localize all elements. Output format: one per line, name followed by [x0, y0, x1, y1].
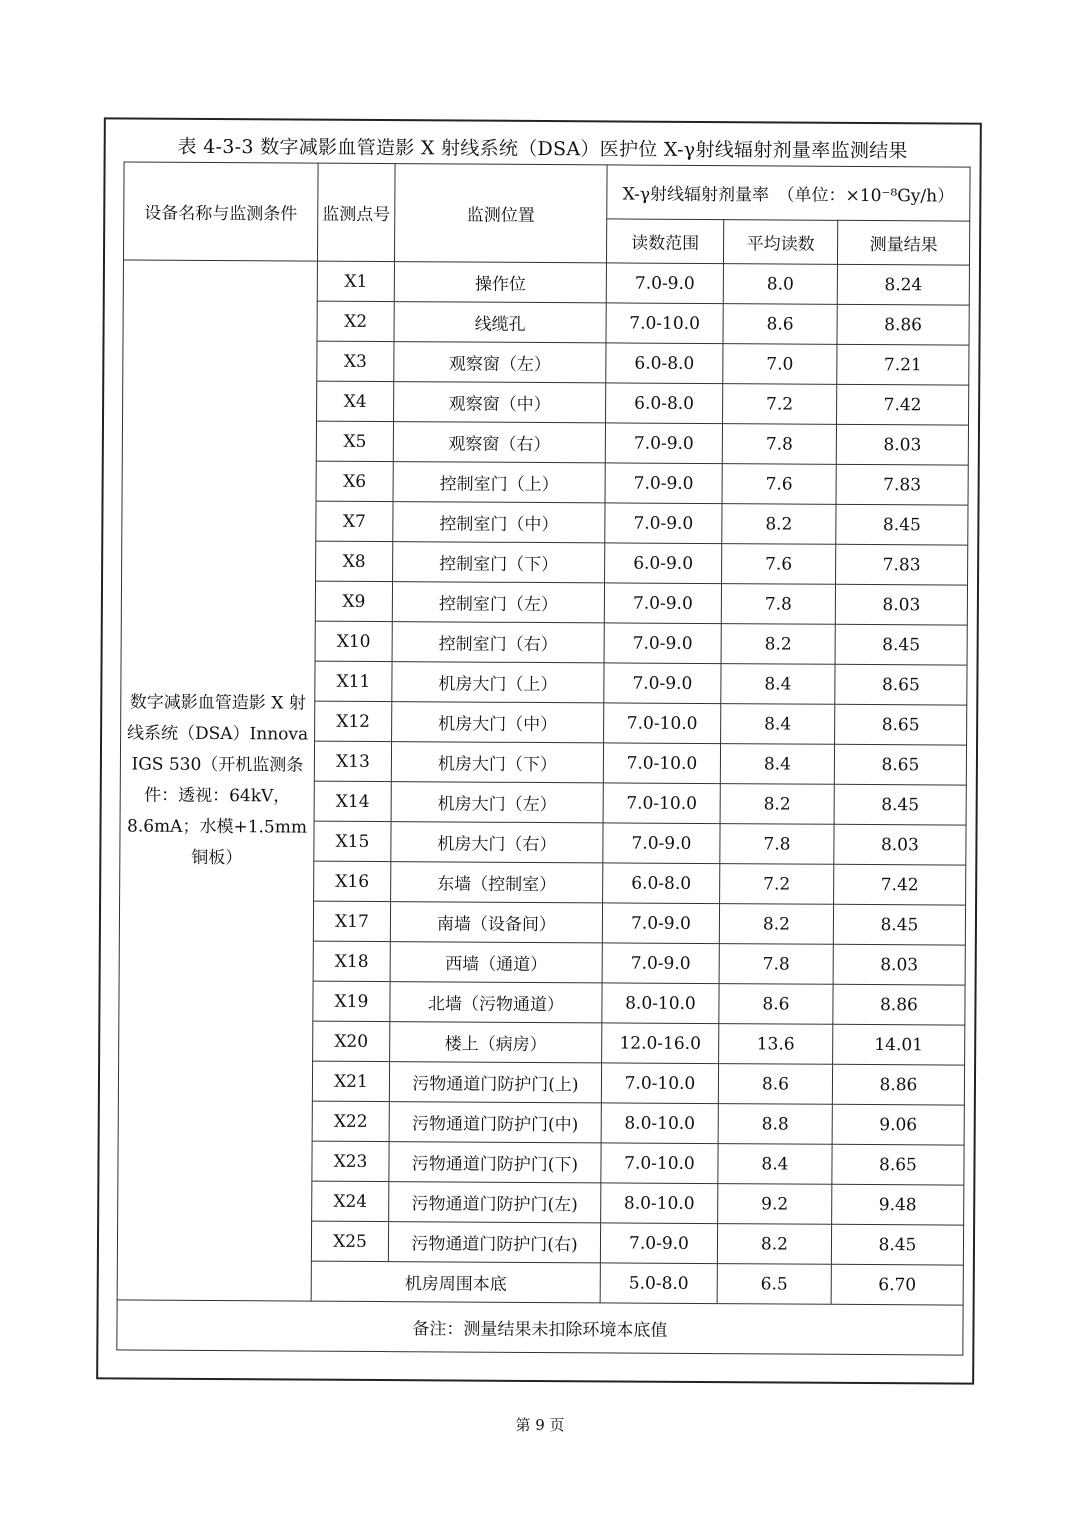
point-id: X19: [313, 981, 390, 1021]
range-cell: 7.0-9.0: [602, 943, 719, 984]
position-cell: 机房大门（下）: [391, 742, 603, 783]
position-cell: 观察窗（左）: [394, 342, 606, 383]
result-cell: 7.42: [837, 384, 969, 425]
range-cell: 6.0-8.0: [606, 383, 723, 424]
result-cell: 7.83: [836, 464, 968, 505]
header-range: 读数范围: [606, 219, 723, 264]
range-cell: 8.0-10.0: [602, 983, 719, 1024]
result-cell: 9.06: [832, 1104, 964, 1145]
avg-cell: 8.4: [720, 744, 834, 785]
range-cell: 7.0-9.0: [603, 823, 720, 864]
range-cell: 7.0-10.0: [601, 1063, 718, 1104]
range-cell: 8.0-10.0: [601, 1103, 718, 1144]
result-cell: 8.03: [833, 944, 965, 985]
point-id: X11: [315, 661, 392, 701]
avg-cell: 13.6: [719, 1024, 833, 1065]
point-id: X21: [312, 1061, 389, 1101]
result-cell: 8.86: [833, 984, 965, 1025]
position-cell: 控制室门（下）: [393, 542, 605, 583]
range-cell: 7.0-10.0: [604, 703, 721, 744]
position-cell: 污物通道门防护门(右): [388, 1222, 600, 1263]
result-cell: 8.03: [836, 424, 968, 465]
avg-cell: 7.6: [722, 544, 836, 585]
avg-cell: 7.8: [722, 424, 836, 465]
point-id: X2: [317, 301, 394, 341]
range-cell: 12.0-16.0: [602, 1023, 719, 1064]
position-cell: 观察窗（右）: [393, 422, 605, 463]
avg-cell: 8.6: [719, 984, 833, 1025]
point-id: X22: [312, 1101, 389, 1141]
header-point: 监测点号: [317, 163, 395, 261]
header-dose-rate: X-γ射线辐射剂量率 （单位：×10⁻⁸Gy/h）: [607, 165, 970, 221]
table-row: [123, 260, 969, 305]
position-cell: 污物通道门防护门(上): [389, 1062, 601, 1103]
avg-cell: 7.0: [723, 344, 837, 385]
range-cell: 7.0-9.0: [604, 623, 721, 664]
result-cell: 7.42: [834, 864, 966, 905]
point-id: X16: [314, 861, 391, 901]
avg-cell: 7.2: [720, 864, 834, 905]
range-cell: 7.0-9.0: [605, 463, 722, 504]
position-cell: 南墙（设备间）: [390, 902, 602, 943]
point-id: X6: [316, 461, 393, 501]
avg-cell: 7.8: [721, 584, 835, 625]
point-id: X15: [314, 821, 391, 861]
result-cell: 8.24: [837, 264, 969, 305]
avg-cell: 8.4: [721, 664, 835, 705]
point-id: X25: [311, 1221, 388, 1261]
table-caption: 表 4-3-3 数字减影血管造影 X 射线系统（DSA）医护位 X-γ射线辐射剂量率监测结果: [177, 135, 908, 163]
point-id: X5: [316, 421, 393, 461]
position-cell: 控制室门（右）: [392, 622, 604, 663]
range-cell: 7.0-9.0: [604, 663, 721, 704]
avg-cell: 7.2: [723, 384, 837, 425]
position-cell: 观察窗（中）: [394, 382, 606, 423]
result-cell: 8.45: [836, 504, 968, 545]
avg-cell: 8.4: [721, 704, 835, 745]
point-id: X18: [313, 941, 390, 981]
point-id: X20: [313, 1021, 390, 1061]
position-cell: 操作位: [394, 262, 606, 303]
avg-cell: 8.2: [721, 624, 835, 665]
avg-cell: 8.2: [717, 1224, 831, 1265]
point-id: X14: [314, 781, 391, 821]
position-cell: 东墙（控制室）: [391, 862, 603, 903]
result-cell: 8.65: [835, 664, 967, 705]
range-cell: 7.0-9.0: [606, 263, 723, 304]
avg-cell: 8.6: [723, 304, 837, 345]
point-id: X9: [315, 581, 392, 621]
avg-cell: 8.2: [719, 904, 833, 945]
header-device: 设备名称与监测条件: [123, 162, 318, 261]
position-cell: 控制室门（上）: [393, 462, 605, 503]
range-cell: 7.0-9.0: [600, 1223, 717, 1264]
result-cell: 8.86: [837, 304, 969, 345]
point-id: X4: [317, 381, 394, 421]
result-cell: 8.65: [832, 1144, 964, 1185]
position-cell: 线缆孔: [394, 302, 606, 343]
avg-cell: 8.6: [718, 1064, 832, 1105]
point-id: X13: [314, 741, 391, 781]
result-cell: 8.03: [835, 584, 967, 625]
avg-cell: 7.6: [722, 464, 836, 505]
table-note: 备注：测量结果未扣除环境本底值: [117, 1300, 963, 1355]
avg-cell: 8.4: [718, 1144, 832, 1185]
result-cell: 14.01: [833, 1024, 965, 1065]
position-cell: 机房大门（上）: [392, 662, 604, 703]
background-result: 6.70: [831, 1264, 963, 1305]
point-id: X23: [312, 1141, 389, 1181]
range-cell: 8.0-10.0: [601, 1183, 718, 1224]
result-cell: 8.65: [834, 744, 966, 785]
range-cell: 7.0-9.0: [605, 423, 722, 464]
position-cell: 北墙（污物通道）: [390, 982, 602, 1023]
position-cell: 污物通道门防护门(下): [389, 1142, 601, 1183]
position-cell: 控制室门（左）: [392, 582, 604, 623]
result-cell: 8.03: [834, 824, 966, 865]
result-cell: 9.48: [832, 1184, 964, 1225]
point-id: X10: [315, 621, 392, 661]
avg-cell: 7.8: [719, 944, 833, 985]
point-id: X1: [317, 261, 394, 301]
result-cell: 7.21: [837, 344, 969, 385]
point-id: X17: [313, 901, 390, 941]
header-position: 监测位置: [394, 164, 607, 263]
position-cell: 楼上（病房）: [390, 1022, 602, 1063]
range-cell: 7.0-9.0: [605, 503, 722, 544]
result-cell: 8.45: [834, 784, 966, 825]
range-cell: 7.0-10.0: [601, 1143, 718, 1184]
range-cell: 7.0-10.0: [603, 743, 720, 784]
header-result: 测量结果: [837, 220, 969, 265]
range-cell: 7.0-9.0: [602, 903, 719, 944]
background-label: 机房周围本底: [311, 1261, 600, 1303]
background-avg: 6.5: [717, 1264, 831, 1305]
avg-cell: 8.2: [722, 504, 836, 545]
point-id: X24: [312, 1181, 389, 1221]
range-cell: 7.0-10.0: [606, 303, 723, 344]
position-cell: 机房大门（右）: [391, 822, 603, 863]
header-avg: 平均读数: [723, 220, 837, 265]
page-number: 第 9 页: [515, 1416, 565, 1434]
range-cell: 7.0-9.0: [604, 583, 721, 624]
point-id: X3: [317, 341, 394, 381]
range-cell: 6.0-8.0: [606, 343, 723, 384]
background-range: 5.0-8.0: [600, 1263, 717, 1304]
result-cell: 8.45: [831, 1224, 963, 1265]
avg-cell: 9.2: [718, 1184, 832, 1225]
avg-cell: 8.0: [723, 264, 837, 305]
result-cell: 8.86: [832, 1064, 964, 1105]
point-id: X8: [316, 541, 393, 581]
range-cell: 6.0-9.0: [605, 543, 722, 584]
header-row-1: [124, 162, 970, 221]
range-cell: 7.0-10.0: [603, 783, 720, 824]
position-cell: 污物通道门防护门(左): [389, 1182, 601, 1223]
range-cell: 6.0-8.0: [603, 863, 720, 904]
result-cell: 7.83: [836, 544, 968, 585]
note-row: [117, 1300, 963, 1355]
result-cell: 8.45: [835, 624, 967, 665]
device-condition: 数字减影血管造影 X 射线系统（DSA）Innova IGS 530（开机监测条件：透视：64kV，8.6mA；水模+1.5mm 铜板）: [117, 260, 317, 1301]
result-cell: 8.65: [835, 704, 967, 745]
avg-cell: 8.8: [718, 1104, 832, 1145]
position-cell: 机房大门（左）: [391, 782, 603, 823]
point-id: X7: [316, 501, 393, 541]
position-cell: 西墙（通道）: [390, 942, 602, 983]
point-id: X12: [315, 701, 392, 741]
document-frame: [96, 117, 982, 1384]
result-cell: 8.45: [833, 904, 965, 945]
position-cell: 污物通道门防护门(中): [389, 1102, 601, 1143]
position-cell: 机房大门（中）: [392, 702, 604, 743]
position-cell: 控制室门（中）: [393, 502, 605, 543]
avg-cell: 7.8: [720, 824, 834, 865]
avg-cell: 8.2: [720, 784, 834, 825]
dose-rate-table: [116, 161, 970, 1355]
